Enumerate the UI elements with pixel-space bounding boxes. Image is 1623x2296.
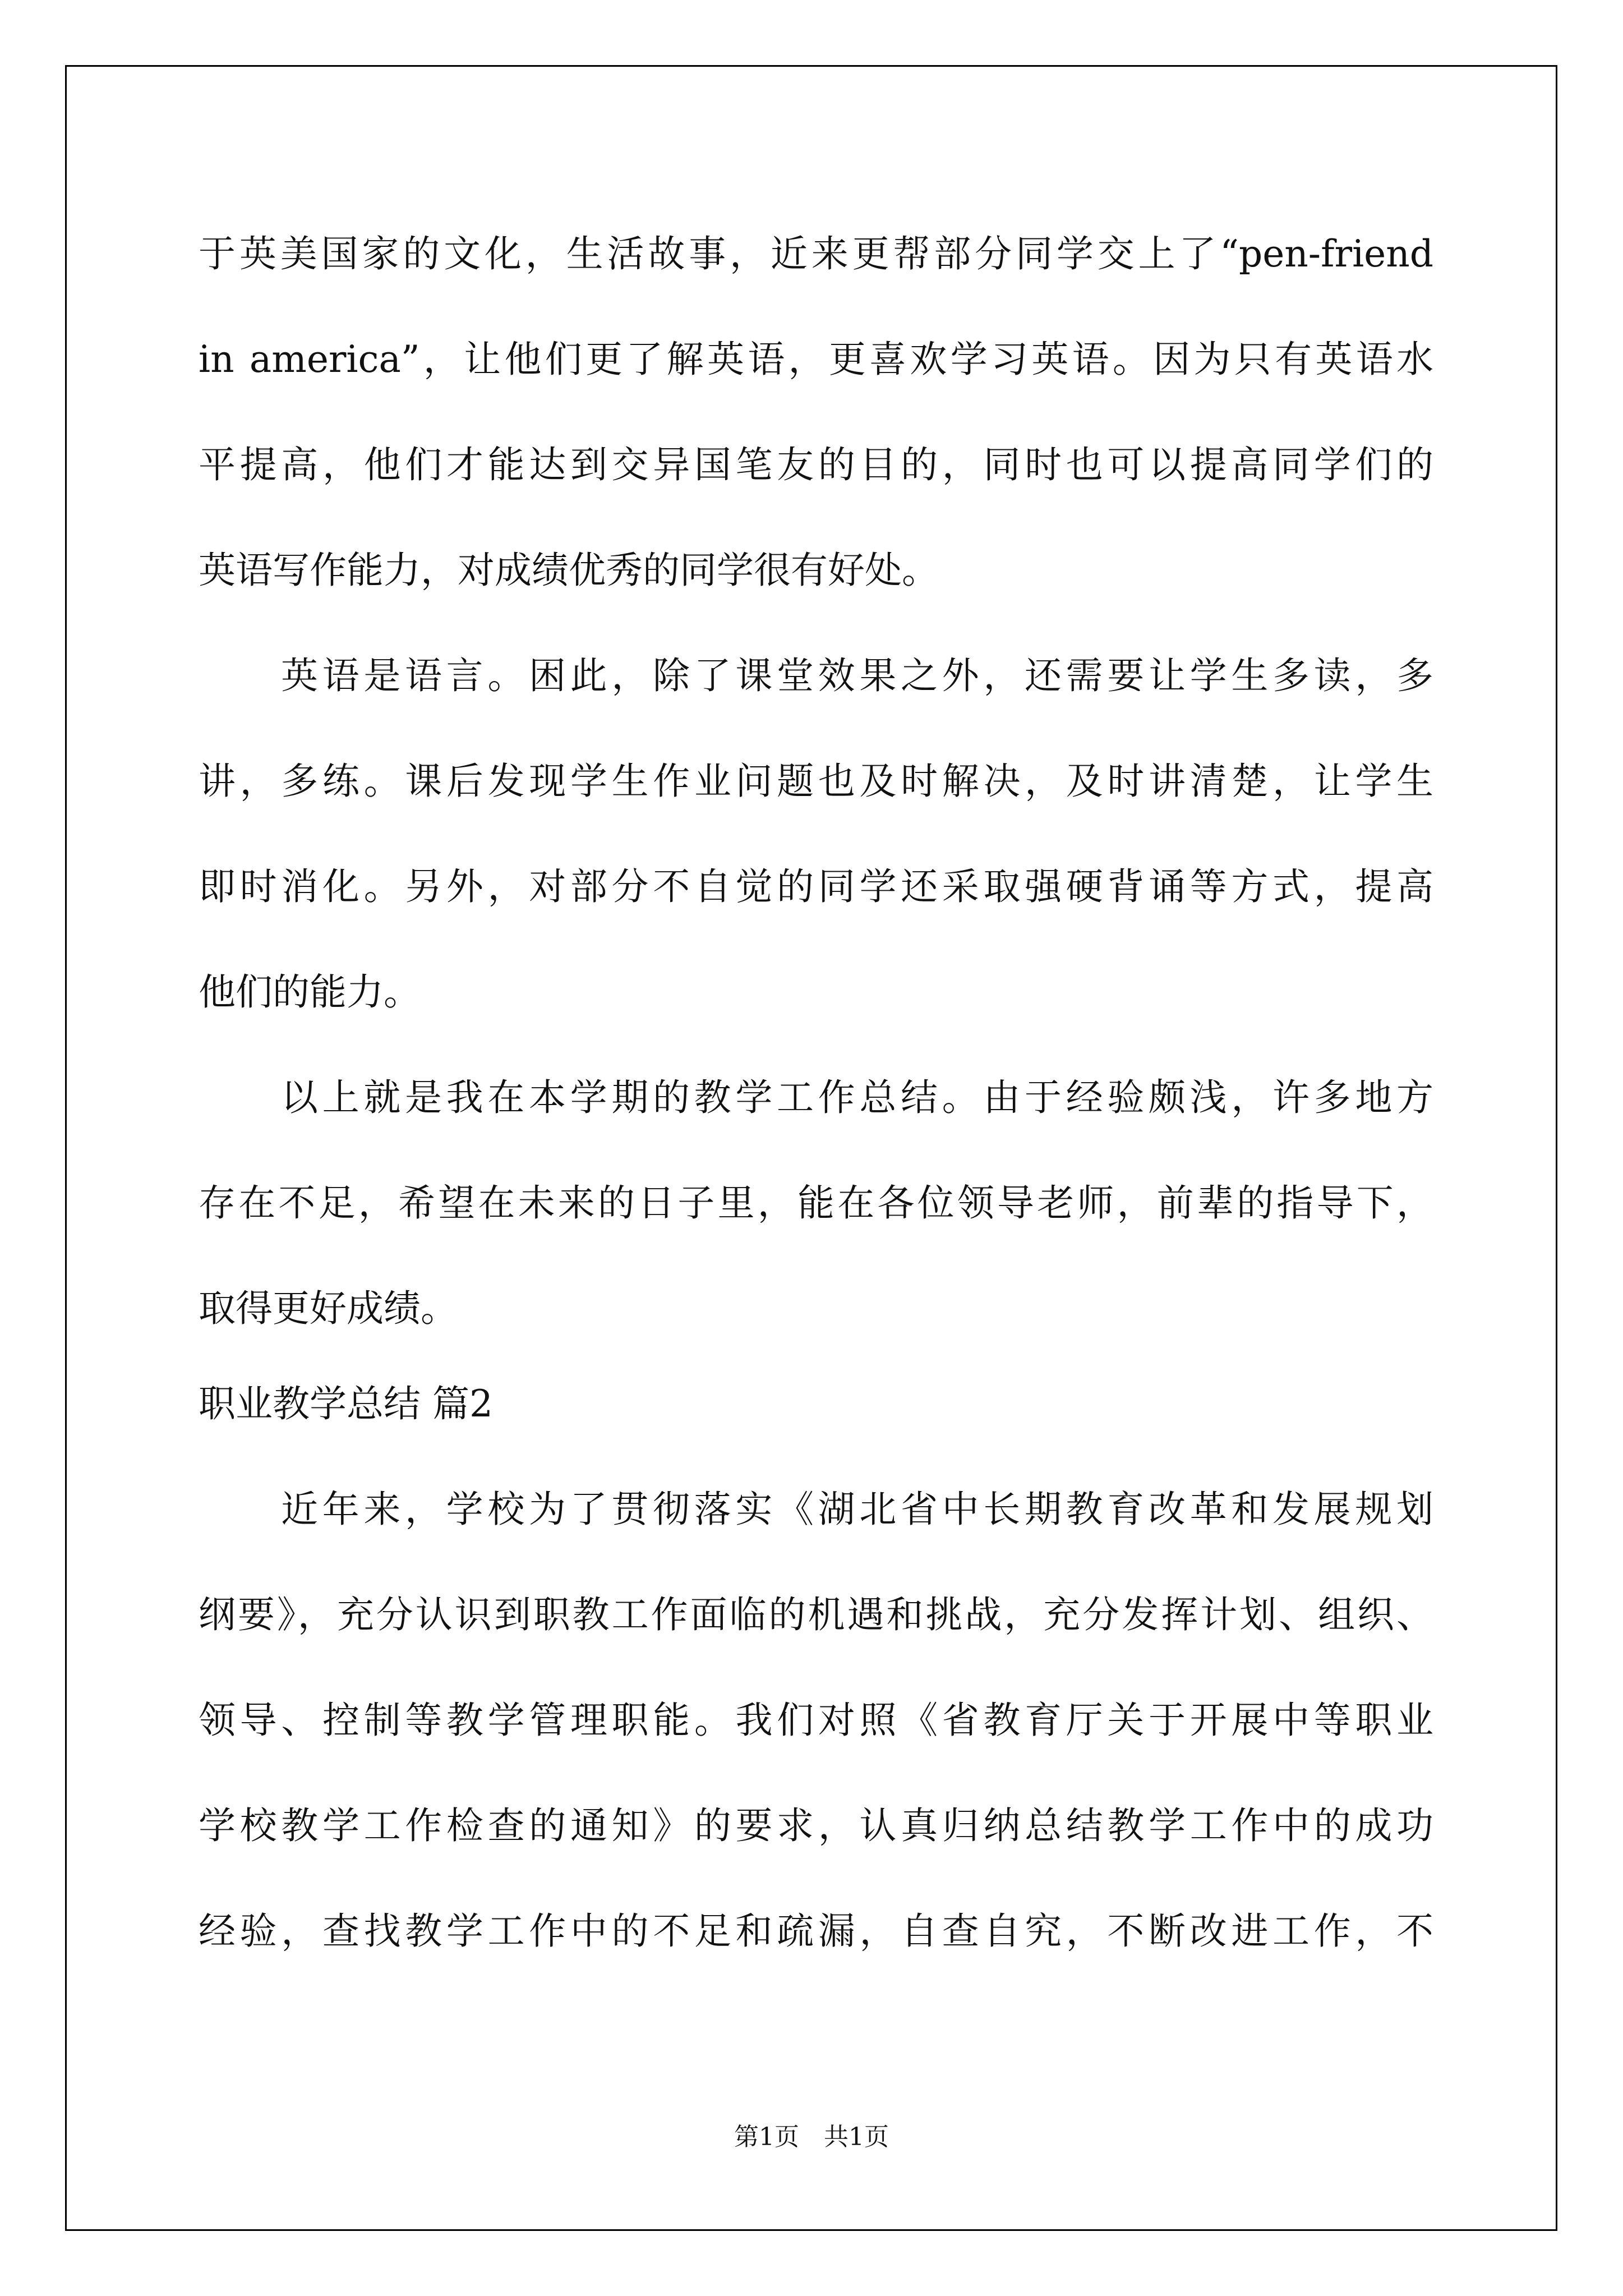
section-heading: 职业教学总结 篇2 bbox=[199, 1382, 493, 1425]
body-text-line: 英语是语言。困此，除了课堂效果之外，还需要让学生多读，多 bbox=[281, 654, 1433, 697]
body-text-line: 存在不足，希望在未来的日子里，能在各位领导老师，前辈的指导下， bbox=[199, 1181, 1433, 1225]
body-text-line: 经验，查找教学工作中的不足和疏漏，自查自究，不断改进工作，不 bbox=[199, 1910, 1433, 1953]
body-text-line: 取得更好成绩。 bbox=[199, 1287, 458, 1330]
body-text-line: 于英美国家的文化，生活故事，近来更帮部分同学交上了“pen-friend bbox=[199, 232, 1433, 275]
body-text-line: 以上就是我在本学期的教学工作总结。由于经验颇浅，许多地方 bbox=[281, 1076, 1433, 1119]
body-text-line: 他们的能力。 bbox=[199, 970, 421, 1014]
body-text-line: 近年来，学校为了贯彻落实《湖北省中长期教育改革和发展规划 bbox=[281, 1488, 1433, 1531]
page-footer: 第1页 共1页 bbox=[734, 2123, 889, 2151]
body-text-line: 英语写作能力，对成绩优秀的同学很有好处。 bbox=[199, 549, 939, 592]
body-text-line: 讲，多练。课后发现学生作业问题也及时解决，及时讲清楚，让学生 bbox=[199, 760, 1433, 803]
body-text-line: 学校教学工作检查的通知》的要求，认真归纳总结教学工作中的成功 bbox=[199, 1804, 1433, 1847]
body-text-line: 即时消化。另外，对部分不自觉的同学还采取强硬背诵等方式，提高 bbox=[199, 865, 1433, 908]
body-text-line: 领导、控制等教学管理职能。我们对照《省教育厅关于开展中等职业 bbox=[199, 1699, 1433, 1742]
body-text-line: in america”，让他们更了解英语，更喜欢学习英语。因为只有英语水 bbox=[199, 338, 1433, 381]
body-text-line: 平提高，他们才能达到交异国笔友的目的，同时也可以提高同学们的 bbox=[199, 443, 1433, 486]
body-text-line: 纲要》，充分认识到职教工作面临的机遇和挑战，充分发挥计划、组织、 bbox=[199, 1593, 1433, 1636]
